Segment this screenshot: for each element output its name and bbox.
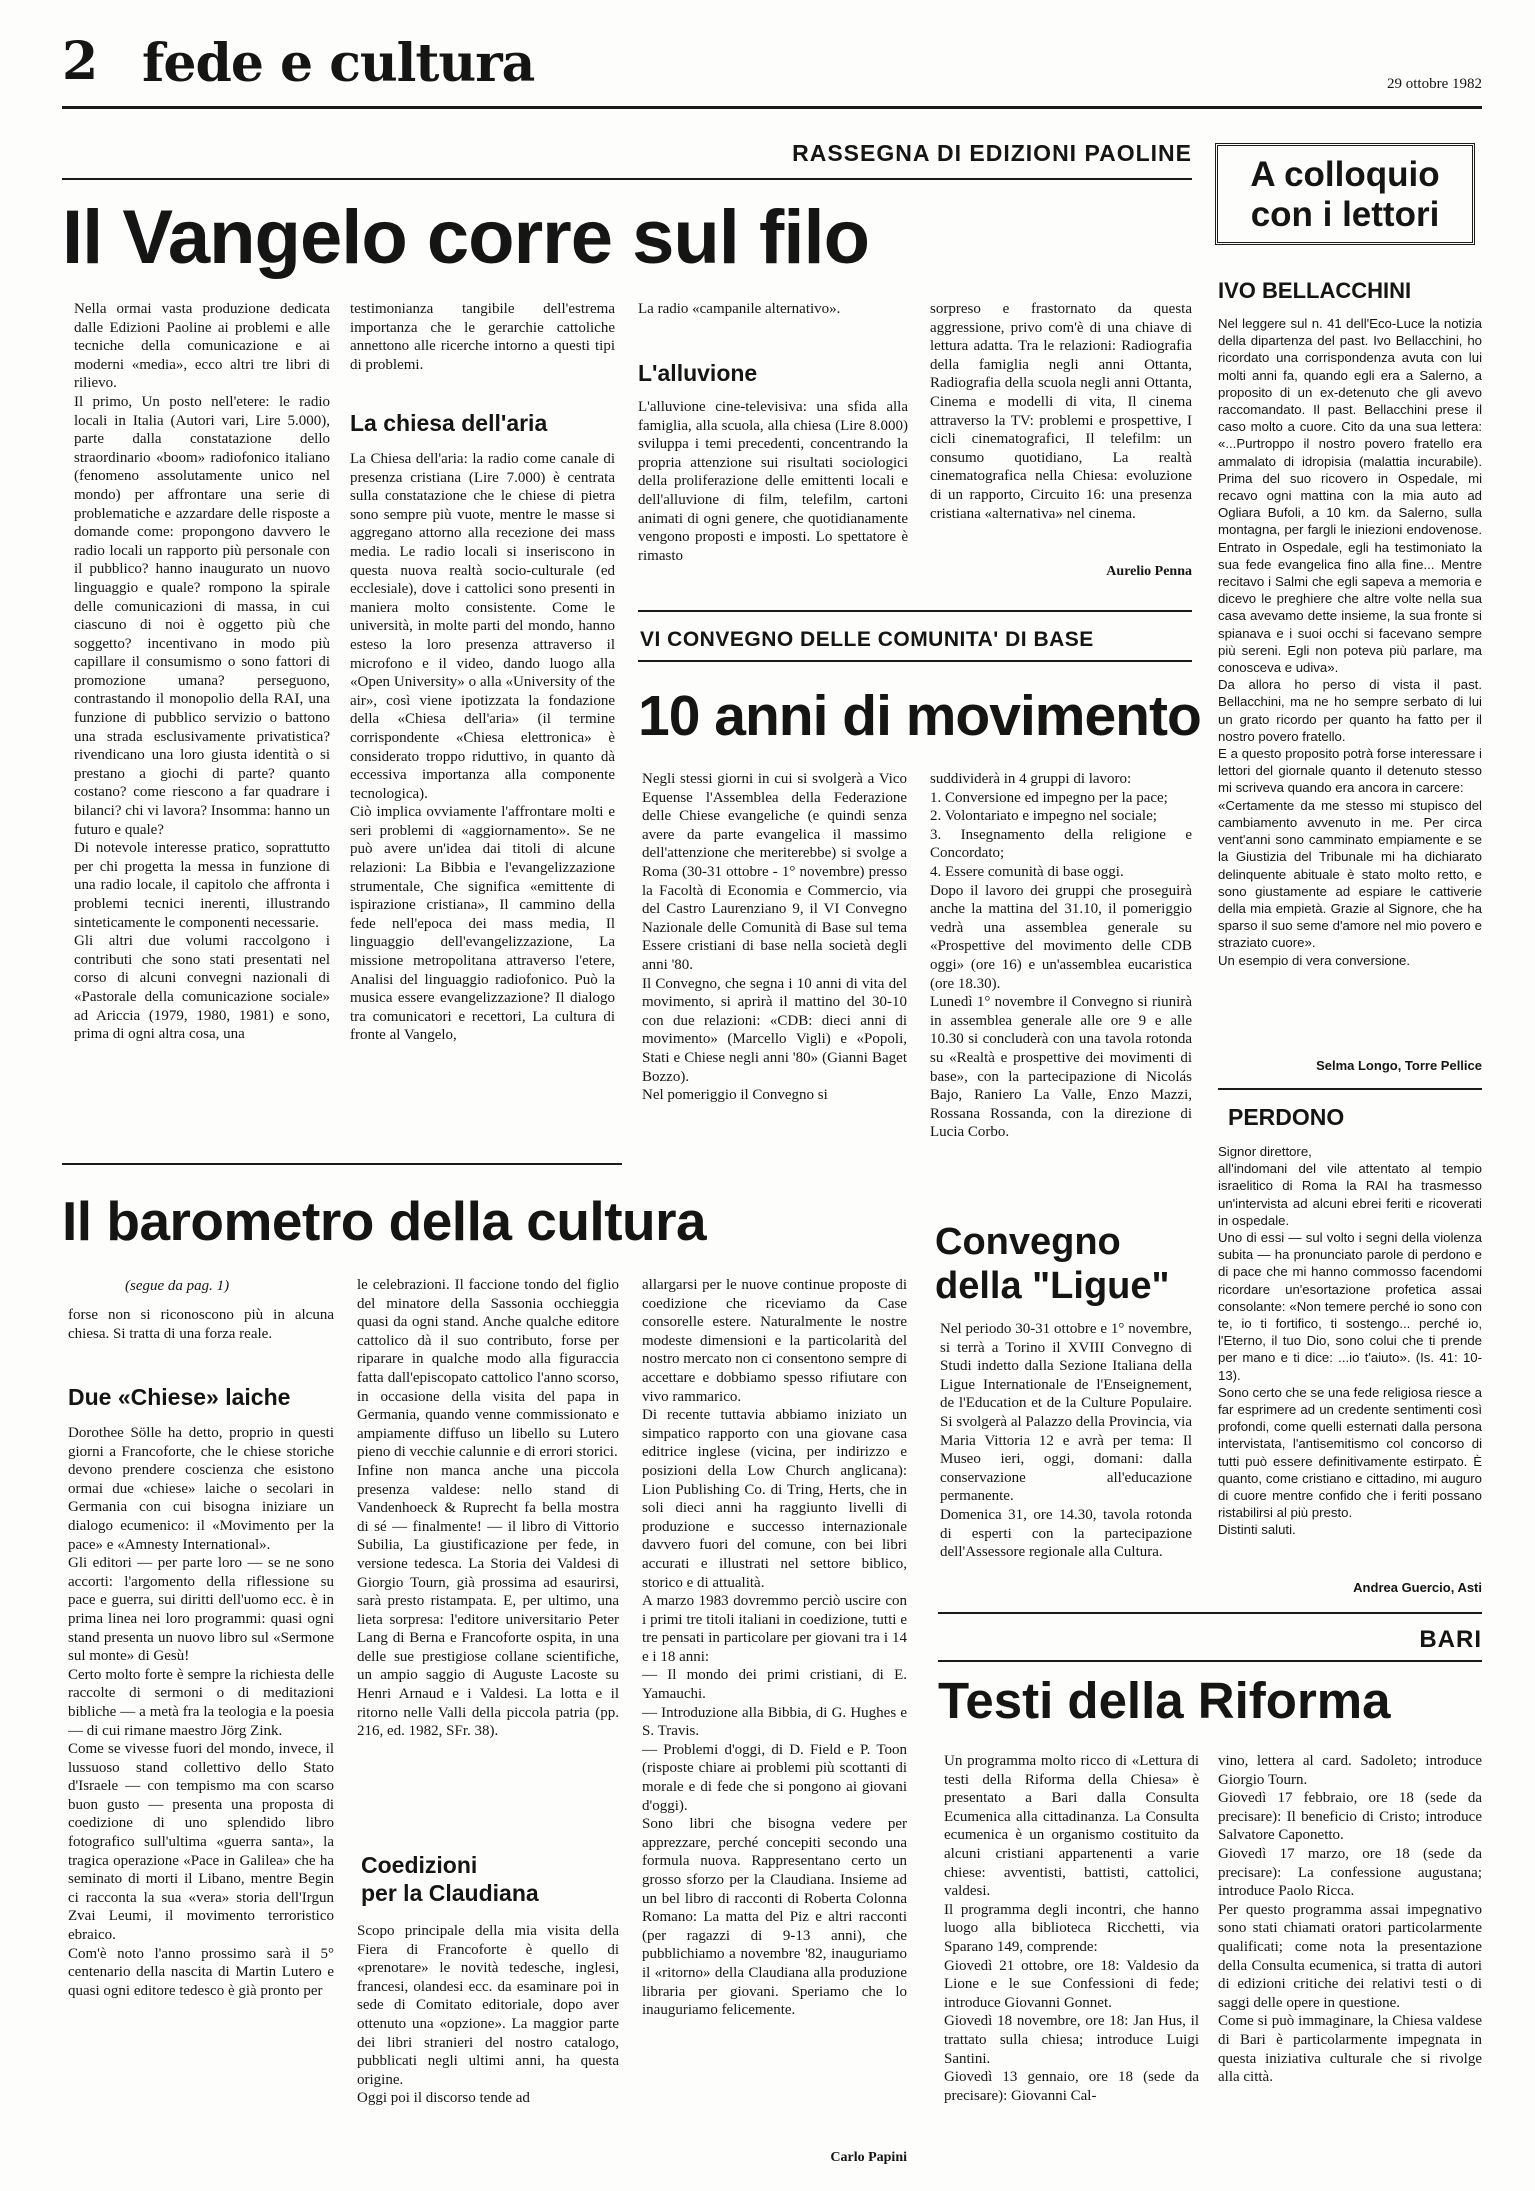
vangelo-col2-bottom: La Chiesa dell'aria: la radio come canale di presenza cristiana (Lire 7.000) è centrata sulla constatazione che le chiese di pietra sono sempre più vuote, mentre le masse si aggregano attorno alla recezione dei mass media. Le radio locali si inseriscono in questa nuova realtà socio-culturale (ed ecclesiale), dove i cattolici sono presenti in maniera molto consistente. Come le università, in molte parti del mondo, hanno esteso la loro presenza attraverso il microfono e il video, dando luogo alla «Open University» o alla «University of the air», così viene ipotizzata la fondazione della «Chiesa dell'aria» (il termine corrispondente «Chiesa elettronica» è considerato troppo riduttivo, in quanto dà eccessiva importanza alla componente tecnologica). Ciò implica ovviamente l'affrontare molti e seri problemi di «aggiornamento». Se ne può avere un'idea dai titoli di alcune relazioni: La Bibbia e l'evangelizzazione strumentale, Che significa «emittente di ispirazione cristiana», Il cammino della fede nell'epoca dei mass media, Il linguaggio dell'evangelizzazione, La missione metropolitana attraverso l'etere, Analisi del linguaggio radiofonico. Può la musica essere evangelizzazione? Il dialogo tra comunicatori e recettori, La cultura di fronte al Vangelo, xyxy=(350,451,615,1044)
vangelo-col2-top: testimonianza tangibile dell'estrema importanza che le gerarchie cattoliche annettono alle ricerche intorno a questi tipi di problemi. xyxy=(350,301,615,373)
vangelo-col3-top: La radio «campanile alternativo». xyxy=(638,301,841,317)
colloquio-box-line1: A colloquio xyxy=(1250,155,1440,194)
colloquio-sig2: Andrea Guercio, Asti xyxy=(1353,1580,1482,1595)
vangelo-title: Il Vangelo corre sul filo xyxy=(62,195,869,280)
colloquio-letter2: Signor direttore, all'indomani del vile attentato al tempio israelitico di Roma la RAI ha trasmesso un'intervista ad alcuni ebrei feriti e ricoverati in ospedale. Uno di essi — sul volto i segni della violenza subita — ha pronunciato parole di perdono e di pace che mi hanno commosso facendomi ricordare un'esortazione profetica assai consolante: «Non temere perché io sono con te, io ti fortifico, ti sostengo... perché io, l'Eterno, il tuo Dio, sono colui che ti prende per mano e ti dice: ...io t'aiuto». (Is. 41: 10-13). Sono certo che se una fede religiosa riesce a far esprimere ad un credente sentimenti così profondi, come quelli esternati dalla persona intervistata, l'antisemitismo col concorso di tutti può essere definitivamente estirpato. È quanto, come cristiano e cittadino, mi auguro di cuore mentre confido che i feriti possano ristabilirsi al più presto. Distinti saluti. xyxy=(1218,1144,1482,1538)
bari-rule xyxy=(938,1612,1482,1614)
vangelo-col3-bottom: L'alluvione cine-televisiva: una sfida alla famiglia, alla scuola, alla chiesa (Lire 8.000) sviluppa i temi precedenti, concentrando la propria attenzione sui risultati sociologici della proliferazione delle emittenti locali e dell'alluvione di film, telefilm, cartoni animati di ogni genere, che quotidianamente vengono proposti e imposti. Lo spettatore è rimasto xyxy=(638,399,908,564)
barometro-col2-bottom: Scopo principale della mia visita della Fiera di Francoforte è quello di «prenotare» le novità tedesche, inglesi, francesi, olandesi ecc. da esaminare poi in sede di Comitato editoriale, dopo aver ottenuto una «opzione». La maggior parte dei libri stranieri del nostro catalogo, pubblicati negli ultimi anni, ha questa origine. Oggi poi il discorso tende ad xyxy=(357,1923,619,2107)
vangelo-col4: sorpreso e frastornato da questa aggressione, privo com'è di una chiave di lettura adatta. Tra le relazioni: Radiografia della famiglia negli anni Ottanta, Radiografia della scuola negli anni Ottanta, Cinema e modelli di vita, Il cinema attraverso la TV: problemi e prospettive, I cicli cinematografici, Il telefilm: un consumo quotidiano, La realtà cinematografica nella Chiesa: evoluzione di un rapporto, Circuito 16: una presenza cristiana «alternativa» nel cinema. xyxy=(930,301,1192,522)
barometro-top-rule xyxy=(62,1163,622,1165)
masthead xyxy=(62,28,1482,108)
riforma-title: Testi della Riforma xyxy=(938,1672,1391,1729)
page-number: 2 xyxy=(62,31,99,92)
barometro-title: Il barometro della cultura xyxy=(62,1190,707,1252)
base-title: 10 anni di movimento xyxy=(638,684,1201,748)
colloquio-sub-perdono: PERDONO xyxy=(1228,1104,1345,1130)
masthead-rule xyxy=(62,106,1482,109)
barometro-signature: Carlo Papini xyxy=(830,2150,907,2165)
base-kicker-rule xyxy=(638,660,1192,662)
riforma-kicker: BARI xyxy=(1419,1626,1482,1653)
barometro-continued: (segue da pag. 1) xyxy=(125,1278,230,1294)
ligue-title-line2: della "Ligue" xyxy=(935,1265,1170,1307)
colloquio-letter1: Nel leggere sul n. 41 dell'Eco-Luce la notizia della dipartenza del past. Ivo Bellacchini, ho ricordato una corrispondenza avuta con lui molti anni fa, quando egli era a Salerno, a proposito di un ex-detenuto che gli avevo raccomandato. Il past. Bellacchini prese il caso molto a cuore. Cito da una sua lettera: «...Purtroppo il nostro povero fratello era ammalato di idropisia (malattia incurabile). Prima del suo ricovero in Ospedale, mi recavo ogni mattina con la mia auto ad Ogliara Bufoli, a 10 km. da Salerno, sulla montagna, per fargli le iniezioni endovenose. Entrato in Ospedale, egli ha testimoniato la sua fede evangelica fino alla fine... Mentre recitavo i Salmi che egli sapeva a memoria e dicevo le preghiere che altre volte nella sua casa avevamo dette insieme, la sua fronte si spianava e i suoi occhi si facevano sempre più sereni. Egli non poteva più parlare, ma conosceva e udiva». Da allora ho perso di vista il past. Bellacchini, ma ne ho sempre serbato di lui un grato ricordo per quanto ha fatto per il nostro povero fratello. E a questo proposito potrà forse interessare i lettori del giornale quanto il detenuto stesso mi scriveva quando era ancora in carcere: «Certamente da me stesso mi stupisco del cambiamento avvenuto in me. Per circa vent'anni sono camminato empiamente e se la Giustizia del Tribunale mi ha dichiarato delinquente abituale è stato molto retto, e sono giustamente ad espiare le cattiverie della mia empietà. Grazie al Signore, che ha sparso il suo seme d'amore nel mio povero e straziato cuore». Un esempio di vera conversione. xyxy=(1218,316,1482,968)
vangelo-end-rule xyxy=(638,610,1192,612)
vangelo-sub-chiesa: La chiesa dell'aria xyxy=(350,410,548,436)
barometro-col1-top: forse non si riconoscono più in alcuna chiesa. Si tratta di una forza reale. xyxy=(68,1307,334,1342)
vangelo-signature: Aurelio Penna xyxy=(1106,564,1192,579)
vangelo-col1: Nella ormai vasta produzione dedicata dalle Edizioni Paoline ai problemi e alle tecniche della comunicazione e ai moderni «media», ecco altri tre libri di rilievo. Il primo, Un posto nell'etere: le radio locali in Italia (Autori vari, Lire 5.000), parte dalla constatazione dello straordinario «boom» radiofonico italiano (fenomeno assolutamente unico nel mondo) per affrontare una serie di problematiche e azzardare delle risposte a domande come: propongono davvero le radio locali un rapporto più personale con il pubblico? hanno inaugurato un nuovo linguaggio e quale? rompono la spirale delle comunicazioni di massa, in cui ciascuno di noi è oggetto più che soggetto? incentivano in modo più capillare il consumismo o sono fattori di promozione umana? perseguono, contrastando il monopolio della RAI, una funzione di pubblico servizio o battono una strada esclusivamente privatistica? rivendicano una loro giusta identità o si prestano a giochi di parte? quanto costano? come riescono a far quadrare i bilanci? chi vi lavora? Insomma: hanno un futuro e quale? Di notevole interesse pratico, soprattutto per chi progetta la messa in funzione di una radio locale, il capitolo che affronta i problemi tecnici inerenti, illustrando sinteticamente le componenti necessarie. Gli altri due volumi raccolgono i contributi che sono stati presentati nel corso di alcuni convegni nazionali di «Pastorale della comunicazione sociale» ad Ariccia (1979, 1980, 1981) e sono, prima di ogni altra cosa, una xyxy=(74,301,330,1043)
issue-date: 29 ottobre 1982 xyxy=(1387,76,1482,92)
colloquio-sub-bellacchini: IVO BELLACCHINI xyxy=(1218,278,1412,303)
riforma-col2: vino, lettera al card. Sadoleto; introduce Giorgio Tourn. Giovedì 17 febbraio, ore 18 (sede da precisare): Il beneficio di Cristo; introduce Salvatore Caponetto. Giovedì 17 marzo, ore 18 (sede da precisare): La confessione augustana; introduce Paolo Ricca. Per questo programma assai impegnativo sono stati chiamati oratori particolarmente qualificati; come nota la presentazione della Consulta ecumenica, si tratta di autori di edizioni critiche dei relativi testi o di saggi delle opere in questione. Come si può immaginare, la Chiesa valdese di Bari è particolarmente impegnata in questa iniziativa culturale che si rivolge alla città. xyxy=(1218,1753,1482,2086)
colloquio-box-line2: con i lettori xyxy=(1250,195,1440,234)
section-title: fede e cultura xyxy=(142,33,535,94)
base-col1: Negli stessi giorni in cui si svolgerà a Vico Equense l'Assemblea della Federazione delle Chiese evangeliche (e quindi senza avere da parte evangelica il massimo dell'attenzione che meriterebbe) si svolge a Roma (30-31 ottobre - 1° novembre) presso la Facoltà di Economia e Commercio, via del Castro Laurenziano 9, il VI Convegno Nazionale delle Comunità di Base sul tema Essere cristiani di base nella società degli anni '80. Il Convegno, che segna i 10 anni di vita del movimento, si aprirà il mattino del 30-10 con due relazioni: «CDB: dieci anni di movimento» (Marcello Vigli) e «Popoli, Stati e Chiese negli anni '80» (Gianni Baget Bozzo). Nel pomeriggio il Convegno si xyxy=(642,771,907,1104)
barometro-sub-coedizioni-2: per la Claudiana xyxy=(361,1880,539,1906)
vangelo-kicker-rule xyxy=(62,178,1192,180)
barometro-sub-chiese: Due «Chiese» laiche xyxy=(68,1384,291,1410)
barometro-col1-bottom: Dorothee Sölle ha detto, proprio in questi giorni a Francoforte, che le chiese storiche devono prendere coscienza che esistono ormai due «chiese» laiche o secolari in Germania con cui bisogna iniziare un dialogo ecumenico: il «Movimento per la pace» e «Amnesty International». Gli editori — per parte loro — se ne sono accorti: l'argomento della riflessione su pace e guerra, sui diritti dell'uomo ecc. è in prima linea nei loro programmi: quasi ogni stand presenta un nuovo libro sul «Sermone sul monte» di Gesù! Certo molto forte è sempre la richiesta delle raccolte di sermoni o di meditazioni bibliche — a metà fra la teologia e la poesia — di cui rimane maestro Jörg Zink. Come se vivesse fuori del mondo, invece, il lussuoso stand collettivo dello Stato d'Israele — con tempismo ma con scarso buon gusto — presenta una proposta di coedizione di uno splendido libro fotografico sull'ultima «guerra santa», la tragica operazione «Pace in Galilea» che ha seminato di morti il Libano, mentre Begin ci racconta la sua «vera» storia dell'Irgun Zvai Leumi, il movimento terroristico ebraico. Com'è noto l'anno prossimo sarà il 5° centenario della nascita di Martin Lutero e quasi ogni editore tedesco è già pronto per xyxy=(68,1425,334,1999)
riforma-col1: Un programma molto ricco di «Lettura di testi della Riforma della Chiesa» è presentato a Bari dalla Consulta Ecumenica alla cittadinanza. La Consulta ecumenica è un organismo costituito da alcuni cristiani appartenenti a varie chiese: avventisti, battisti, cattolici, valdesi. Il programma degli incontri, che hanno luogo alla biblioteca Ricchetti, via Sparano 149, comprende: Giovedì 21 ottobre, ore 18: Valdesio da Lione e le sue Confessioni di fede; introduce Giovanni Gonnet. Giovedì 18 novembre, ore 18: Jan Hus, il trattato sulla chiesa; introduce Luigi Santini. Giovedì 13 gennaio, ore 18 (sede da precisare): Giovanni Cal- xyxy=(944,1753,1199,2104)
ligue-body: Nel periodo 30-31 ottobre e 1° novembre, si terrà a Torino il XVIII Convegno di Studi indetto dalla Sezione Italiana della Ligue Internationale de l'Enseignement, de l'Education et de la Culture Populaire. Si svolgerà al Palazzo della Provincia, via Maria Vittoria 12 e avrà per tema: Il Museo ieri, oggi, domani: dalla conservazione all'educazione permanente. Domenica 31, ore 14.30, tavola rotonda di esperti con la partecipazione dell'Assessore regionale alla Cultura. xyxy=(940,1321,1192,1561)
base-col2: suddividerà in 4 gruppi di lavoro: 1. Conversione ed impegno per la pace; 2. Volontariato e impegno nel sociale; 3. Insegnamento della religione e Concordato; 4. Essere comunità di base oggi. Dopo il lavoro dei gruppi che proseguirà anche la mattina del 31.10, il pomeriggio vedrà una assemblea generale su «Prospettive del movimento delle CDB oggi» (ore 16) e un'assemblea eucaristica (ore 18.30). Lunedì 1° novembre il Convegno si riunirà in assemblea generale alle ore 9 e alle 10.30 si concluderà con una tavola rotonda su «Realtà e prospettive dei movimenti di base», con la partecipazione di Nicolás Bajo, Raniero La Valle, Enzo Mazzi, Rossana Rossanda, con la direzione di Lucia Corbo. xyxy=(930,771,1192,1141)
ligue-title-line1: Convegno xyxy=(935,1221,1121,1263)
colloquio-sig1: Selma Longo, Torre Pellice xyxy=(1316,1058,1482,1073)
colloquio-box xyxy=(1215,143,1475,245)
barometro-sub-coedizioni-1: Coedizioni xyxy=(361,1852,478,1878)
vangelo-sub-alluvione: L'alluvione xyxy=(638,360,758,386)
vangelo-kicker: RASSEGNA DI EDIZIONI PAOLINE xyxy=(792,140,1192,166)
barometro-col2: le celebrazioni. Il faccione tondo del figlio del minatore della Sassonia occhieggia quasi da ogni stand. Anche qualche editore cattolico dà il suo contributo, forse per riparare in qualche modo alla figuraccia fatta dall'episcopato cattolico l'anno scorso, in occasione della visita del papa in Germania, quando venne commissionato e ampiamente diffuso un libello su Lutero pieno di vecchie calunnie e di errori storici. Infine non manca anche una piccola presenza valdese: nello stand di Vandenhoeck & Ruprecht fa bella mostra di sé — finalmente! — il libro di Vittorio Subilia, La giustificazione per fede, in versione tedesca. La Storia dei Valdesi di Giorgio Tourn, già prossima ad esaurirsi, sarà presto ristampata. E, per ultimo, una lieta sorpresa: l'editore universitario Peter Lang di Berna e Francoforte ospita, in una delle sue prestigiose collane scientifiche, un ampio saggio di Auguste Lacoste su Henri Arnaud e i Valdesi. La lotta e il ritorno nelle Valli della piccola patria (pp. 216, ed. 1982, SFr. 38). xyxy=(357,1277,619,1740)
riforma-kicker-rule xyxy=(938,1660,1482,1662)
base-kicker: VI CONVEGNO DELLE COMUNITA' DI BASE xyxy=(640,628,1094,651)
barometro-col3: allargarsi per le nuove continue proposte di coedizione che riceviamo da Case consorelle estere. Naturalmente le nostre modeste dimensioni e la particolarità del nostro mercato non ci consentono sempre di accettare e dobbiamo spesso rifiutare con vivo rammarico. Di recente tuttavia abbiamo iniziato un simpatico rapporto con una giovane casa editrice inglese (vicina, per indirizzo e posizioni della Low Church anglicana): Lion Publishing Co. di Tring, Herts, che in soli dieci anni ha raggiunto livelli di produzione e successo internazionale davvero fuori del comune, con bei libri accurati e illustrati nel settore biblico, storico e di attualità. A marzo 1983 dovremmo perciò uscire con i primi tre titoli italiani in coedizione, tutti e tre pensati in particolare per giovani tra i 14 e i 18 anni: — Il mondo dei primi cristiani, di E. Yamauchi. — Introduzione alla Bibbia, di G. Hughes e S. Travis. — Problemi d'oggi, di D. Field e P. Toon (risposte chiare ai problemi più scottanti di morale e di fede che si pongono ai giovani d'oggi). Sono libri che bisogna vedere per apprezzare, perché concepiti secondo una formula nuova. Rappresentano certo un grosso sforzo per la Claudiana. Insieme ad un bel libro di racconti di Roberta Colonna Romano: La matta del Piz e altri racconti (per ragazzi di 9-13 anni), che pubblichiamo a novembre '82, inauguriamo il «ritorno» della Claudiana alla produzione libraria per giovani. Speriamo che lo inauguriamo felicemente. xyxy=(642,1277,907,2019)
perdono-rule xyxy=(1218,1088,1482,1090)
